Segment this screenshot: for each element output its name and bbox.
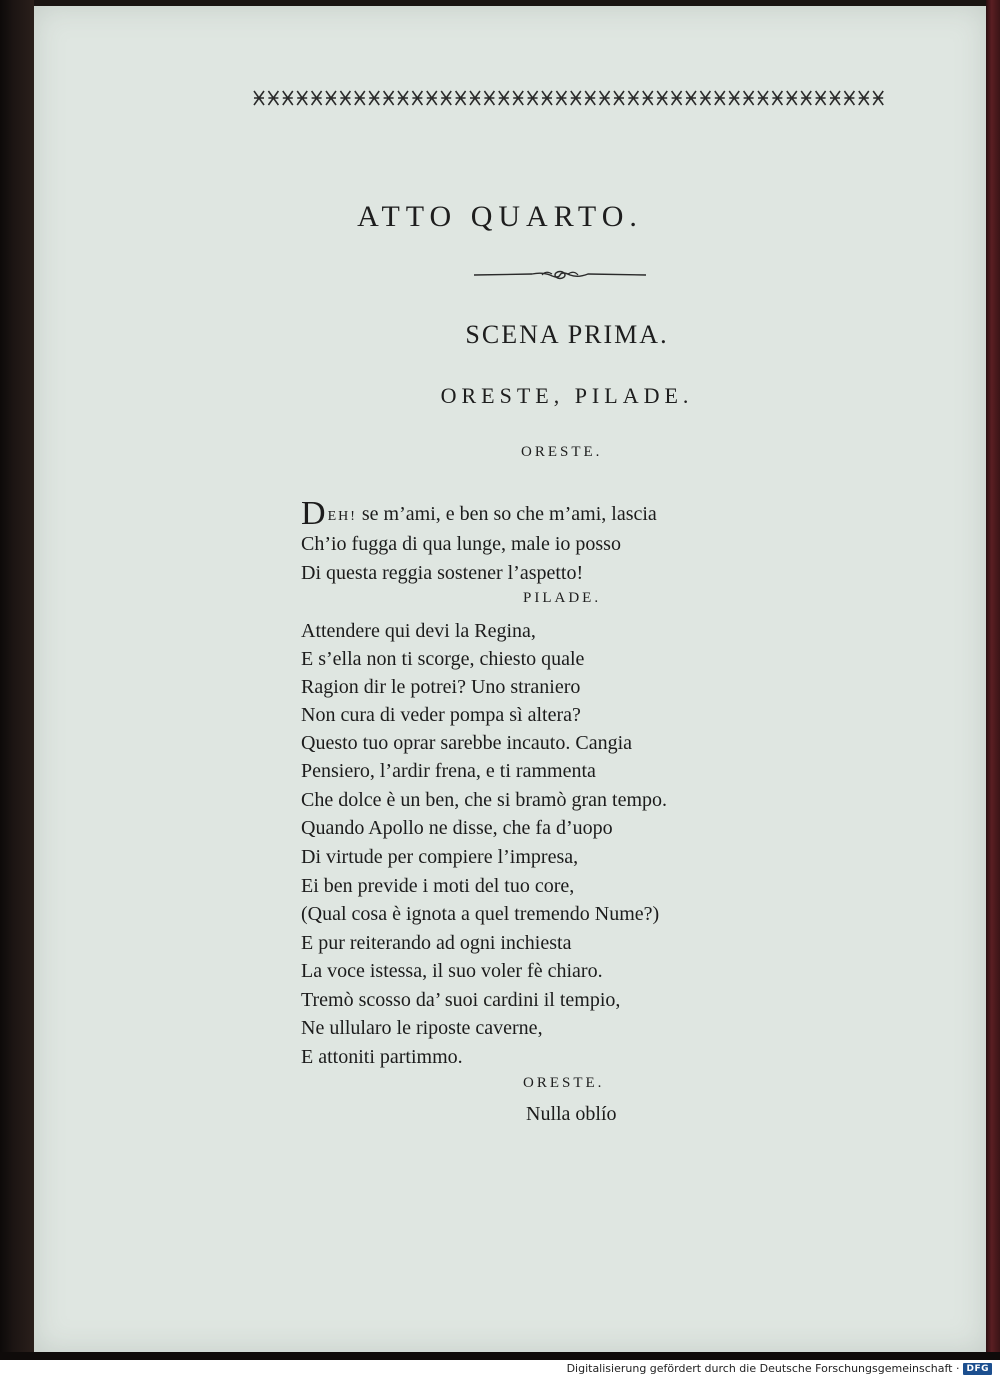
verse-line: Ch’io fugga di qua lunge, male io posso bbox=[301, 533, 621, 555]
verse-line: Attendere qui devi la Regina, bbox=[301, 620, 536, 642]
verse-line: Non cura di veder pompa sì altera? bbox=[301, 704, 581, 726]
verse-line: Tremò scosso da’ suoi cardini il tempio, bbox=[301, 989, 621, 1011]
verse-line: E attoniti partimmo. bbox=[301, 1046, 463, 1068]
verse-line: Ne ullularo le riposte caverne, bbox=[301, 1017, 543, 1039]
footer-credit bbox=[567, 1362, 992, 1375]
verse-line: Ragion dir le potrei? Uno straniero bbox=[301, 676, 581, 698]
scene-title: SCENA PRIMA. bbox=[465, 320, 669, 349]
verse-line: Quando Apollo ne disse, che fa d’uopo bbox=[301, 817, 613, 839]
verse-line-final: Nulla oblío bbox=[526, 1103, 617, 1125]
dfg-logo: DFG bbox=[963, 1363, 992, 1375]
speaker-oreste: ORESTE. bbox=[521, 444, 603, 460]
act-title: ATTO QUARTO. bbox=[357, 200, 643, 233]
verse-line-first bbox=[301, 495, 657, 532]
character-list: ORESTE, PILADE. bbox=[440, 383, 694, 408]
speaker-pilade: PILADE. bbox=[523, 590, 602, 606]
dropcap-letter: D bbox=[301, 495, 326, 532]
verse-line: E pur reiterando ad ogni inchiesta bbox=[301, 932, 572, 954]
verse-line: (Qual cosa è ignota a quel tremendo Nume?) bbox=[301, 903, 660, 925]
verse-line: La voce istessa, il suo voler fè chiaro. bbox=[301, 960, 603, 982]
speaker-oreste-2: ORESTE. bbox=[523, 1075, 605, 1091]
footer-credit-text: Digitalisierung gefördert durch die Deutsche Forschungsgemeinschaft · bbox=[566, 1362, 960, 1375]
verse-line: Ei ben previde i moti del tuo core, bbox=[301, 875, 575, 897]
verse-line: Questo tuo oprar sarebbe incauto. Cangia bbox=[301, 732, 633, 754]
scan-border-bottom bbox=[0, 1352, 1000, 1360]
verse-line: Pensiero, l’ardir frena, e ti rammenta bbox=[301, 760, 596, 782]
verse-line-tail: se m’ami, e ben so che m’ami, lascia bbox=[356, 503, 657, 525]
verse-line: Di virtude per compiere l’impresa, bbox=[301, 846, 579, 868]
verse-line: E s’ella non ti scorge, chiesto quale bbox=[301, 648, 585, 670]
dropcap-rest: EH! bbox=[327, 509, 357, 524]
verse-line: Che dolce è un ben, che si bramò gran tempo. bbox=[301, 789, 667, 811]
flourish-divider-icon bbox=[472, 266, 648, 284]
ornament-border-icon bbox=[252, 88, 888, 108]
verse-line: Di questa reggia sostener l’aspetto! bbox=[301, 562, 584, 584]
